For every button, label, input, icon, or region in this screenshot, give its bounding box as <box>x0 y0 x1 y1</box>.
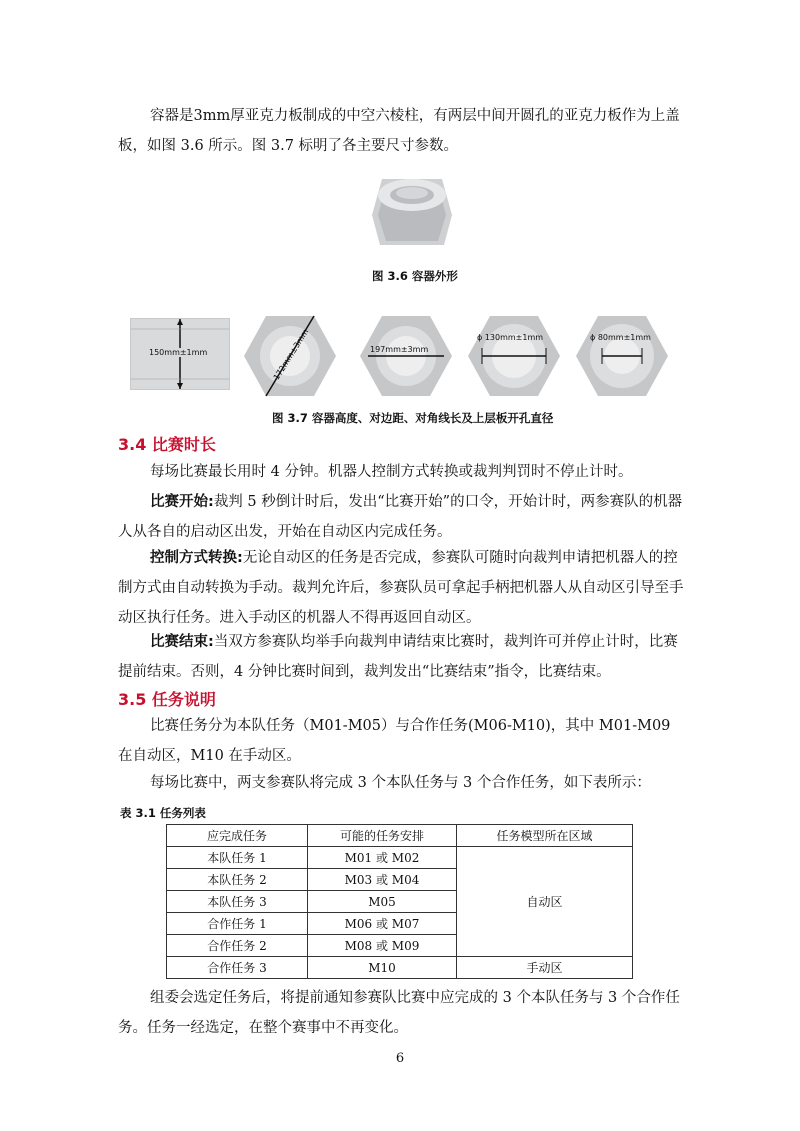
start-label: 比赛开始: <box>150 494 214 510</box>
task-table <box>166 824 633 979</box>
fig36-caption: 图 3.6 容器外形 <box>372 269 458 283</box>
end-label: 比赛结束: <box>150 634 214 650</box>
start-text: 裁判 5 秒倒计时后，发出“比赛开始”的口令，开始计时，两参赛队的机器人从各自的启动区出发，开始在自动区内完成任务。 <box>118 494 683 540</box>
table-cell: M06 或 M07 <box>308 913 457 935</box>
final-paragraph: 组委会选定任务后，将提前通知参赛队比赛中应完成的 3 个本队任务与 3 个合作任务。任务一经选定，在整个赛事中不再变化。 <box>118 990 680 1036</box>
container-figure <box>368 165 456 253</box>
switch-text: 无论自动区的任务是否完成，参赛队可随时向裁判申请把机器人的控制方式由自动转换为手动。裁判允许后，参赛队员可拿起手柄把机器人从自动区引导至手动区执行任务。进入手动区的机器人不得再返回自动区。 <box>118 550 684 626</box>
table-row <box>167 957 633 979</box>
table-header: 任务模型所在区域 <box>457 825 633 847</box>
switch-label: 控制方式转换: <box>150 550 243 566</box>
sec35-paragraph-1: 比赛任务分为本队任务（M01-M05）与合作任务(M06-M10)，其中 M01-M09 在自动区，M10 在手动区。 <box>118 718 671 764</box>
table-caption: 表 3.1 任务列表 <box>120 806 206 820</box>
height-label: 150mm±1mm <box>149 348 208 357</box>
flat-label: 197mm±3mm <box>370 345 429 354</box>
fig37-hole2-view <box>574 314 670 398</box>
sec34-switch-paragraph <box>118 543 688 633</box>
fig37-caption: 图 3.7 容器高度、对边距、对角线长及上层板开孔直径 <box>272 411 554 425</box>
sec34-end-paragraph <box>118 627 688 687</box>
table-header: 可能的任务安排 <box>308 825 457 847</box>
section-3-5-title: 3.5 任务说明 <box>118 690 216 709</box>
sec34-start-paragraph <box>118 487 688 547</box>
hole2-label: ɸ 80mm±1mm <box>590 333 651 342</box>
table-cell: M08 或 M09 <box>308 935 457 957</box>
table-cell: M05 <box>308 891 457 913</box>
section-3-4-title: 3.4 比赛时长 <box>118 435 216 454</box>
table-header: 应完成任务 <box>167 825 308 847</box>
fig37-hole1-view <box>466 314 562 398</box>
hole1-label: ɸ 130mm±1mm <box>477 333 544 342</box>
table-row <box>167 847 633 869</box>
table-cell: M03 或 M04 <box>308 869 457 891</box>
table-cell-area-auto: 自动区 <box>457 847 633 957</box>
table-cell: 合作任务 2 <box>167 935 308 957</box>
table-cell: M10 <box>308 957 457 979</box>
fig37-height-view <box>130 318 230 390</box>
table-cell: 本队任务 3 <box>167 891 308 913</box>
diag-label: 172mm±3mm <box>271 327 311 382</box>
intro-paragraph: 容器是3mm厚亚克力板制成的中空六棱柱，有两层中间开圆孔的亚克力板作为上盖板，如图 3.6 所示。图 3.7 标明了各主要尺寸参数。 <box>118 108 680 154</box>
table-cell: 本队任务 1 <box>167 847 308 869</box>
page-number: 6 <box>395 1051 405 1066</box>
end-text: 当双方参赛队均举手向裁判申请结束比赛时，裁判许可并停止计时，比赛提前结束。否则，4 分钟比赛时间到，裁判发出“比赛结束”指令，比赛结束。 <box>118 634 678 680</box>
fig37-flat-view <box>358 314 454 398</box>
sec34-paragraph-1: 每场比赛最长用时 4 分钟。机器人控制方式转换或裁判判罚时不停止计时。 <box>150 464 633 480</box>
sec35-paragraph-2: 每场比赛中，两支参赛队将完成 3 个本队任务与 3 个合作任务，如下表所示： <box>150 775 651 791</box>
table-cell: 本队任务 2 <box>167 869 308 891</box>
table-cell: 合作任务 3 <box>167 957 308 979</box>
table-cell: M01 或 M02 <box>308 847 457 869</box>
table-cell: 合作任务 1 <box>167 913 308 935</box>
table-header-row <box>167 825 633 847</box>
table-cell-area-manual: 手动区 <box>457 957 633 979</box>
